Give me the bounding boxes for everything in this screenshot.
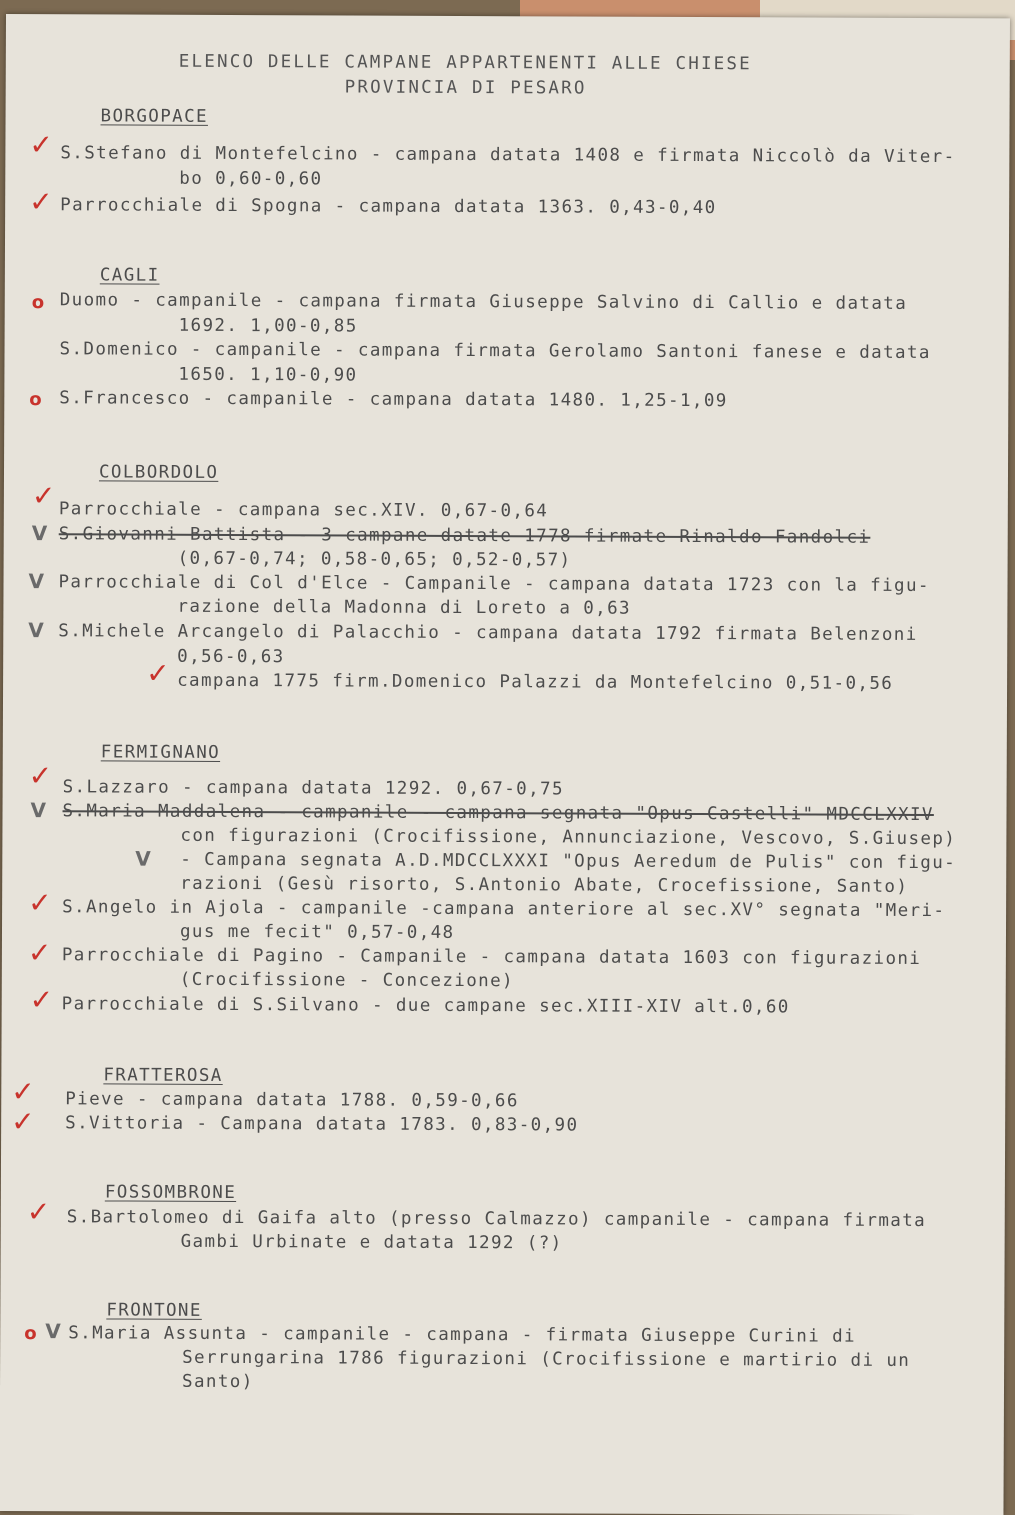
section-title: FOSSOMBRONE bbox=[104, 1182, 237, 1204]
check-mark: V bbox=[45, 1319, 61, 1344]
entry-line: S.Stefano di Montefelcino - campana datata 1408 e firmata Niccolò da Viter- bbox=[60, 143, 956, 168]
check-mark: V bbox=[28, 618, 44, 643]
entry-line: Gambi Urbinate e datata 1292 (?) bbox=[180, 1231, 563, 1254]
entry-line: 1650. 1,10-0,90 bbox=[178, 364, 358, 386]
red-check-mark: ✓ bbox=[146, 656, 170, 690]
entry-line: S.Maria Assunta - campanile - campana - firmata Giuseppe Curini di bbox=[68, 1323, 857, 1347]
red-circle-mark: o bbox=[29, 389, 42, 411]
entry-line: S.Francesco - campanile - campana datata 1480. 1,25-1,09 bbox=[59, 388, 728, 412]
entry-line: bo 0,60-0,60 bbox=[179, 168, 323, 190]
entry-line: Parrocchiale di Col d'Elce - Campanile - campana datata 1723 con la figu- bbox=[58, 572, 930, 597]
red-circle-mark: o bbox=[31, 292, 45, 314]
red-check-mark: ✓ bbox=[28, 886, 52, 920]
entry-line: razioni (Gesù risorto, S.Antonio Abate, Crocefissione, Santo) bbox=[180, 873, 909, 897]
check-mark: V bbox=[135, 846, 151, 871]
entry-line: Parrocchiale - campana sec.XIV. 0,67-0,64 bbox=[58, 499, 549, 522]
red-circle-mark: o bbox=[24, 1323, 37, 1345]
document-title: ELENCO DELLE CAMPANE APPARTENENTI ALLE CHIESE bbox=[178, 51, 752, 75]
entry-line: Duomo - campanile - campana firmata Giuseppe Salvino di Callio e datata bbox=[59, 290, 908, 314]
entry-line: Serrungarina 1786 figurazioni (Crocifissione e martirio di un bbox=[182, 1347, 911, 1371]
entry-line: gus me fecit" 0,57-0,48 bbox=[179, 921, 455, 943]
entry-line: S.Michele Arcangelo di Palacchio - campana datata 1792 firmata Belenzoni bbox=[58, 621, 918, 645]
section-title: COLBORDOLO bbox=[98, 462, 219, 483]
entry-line: S.Vittoria - Campana datata 1783. 0,83-0,90 bbox=[65, 1113, 579, 1136]
red-check-mark: ✓ bbox=[31, 479, 56, 513]
entry-line: Parrocchiale di Spogna - campana datata 1363. 0,43-0,40 bbox=[60, 195, 717, 219]
red-check-mark: ✓ bbox=[29, 185, 53, 219]
check-mark: V bbox=[31, 521, 48, 546]
entry-line: S.Giovanni Battista - 3 campane datate 1778 firmate Rinaldo Fandolci bbox=[58, 524, 871, 548]
check-mark: V bbox=[28, 569, 45, 594]
entry-line: razione della Madonna di Loreto a 0,63 bbox=[177, 596, 632, 619]
entry-line: Parrocchiale di Pagino - Campanile - campana datata 1603 con figurazioni bbox=[61, 945, 922, 970]
entry-line: 0,56-0,63 bbox=[177, 646, 285, 668]
entry-line: S.Angelo in Ajola - campanile -campana anteriore al sec.XV° segnata "Meri- bbox=[62, 897, 946, 922]
entry-line: con figurazioni (Crocifissione, Annunciazione, Vescovo, S.Giusep) bbox=[180, 825, 957, 850]
red-check-mark: ✓ bbox=[26, 1195, 51, 1229]
section-title: FRONTONE bbox=[106, 1300, 202, 1321]
red-check-mark: ✓ bbox=[11, 1075, 35, 1109]
entry-line: campana 1775 firm.Domenico Palazzi da Montefelcino 0,51-0,56 bbox=[177, 670, 894, 694]
entry-line: Parrocchiale di S.Silvano - due campane sec.XIII-XIV alt.0,60 bbox=[61, 994, 790, 1018]
entry-line: Santo) bbox=[181, 1371, 254, 1393]
entry-line: (0,67-0,74; 0,58-0,65; 0,52-0,57) bbox=[177, 548, 572, 571]
entry-line: S.Bartolomeo di Gaifa alto (presso Calmazzo) campanile - campana firmata bbox=[66, 1207, 927, 1232]
red-check-mark: ✓ bbox=[29, 128, 53, 162]
section-title: CAGLI bbox=[99, 265, 160, 286]
entry-line: S.Lazzaro - campana datata 1292. 0,67-0,75 bbox=[62, 777, 564, 800]
entry-line: S.Domenico - campanile - campana firmata Gerolamo Santoni fanese e datata bbox=[59, 339, 931, 364]
entry-line: (Crocifissione - Concezione) bbox=[179, 969, 515, 992]
red-check-mark: ✓ bbox=[27, 936, 52, 970]
section-title: FERMIGNANO bbox=[100, 742, 221, 763]
entry-line: S.Maria Maddalena - campanile - campana segnata "Opus Castelli" MDCCLXXIV bbox=[62, 801, 934, 826]
document-page bbox=[0, 14, 1010, 1515]
section-title: BORGOPACE bbox=[100, 106, 209, 127]
check-mark: V bbox=[30, 798, 47, 823]
entry-line: - Campana segnata A.D.MDCCLXXXI "Opus Aeredum de Pulis" con figu- bbox=[180, 849, 957, 874]
entry-line: 1692. 1,00-0,85 bbox=[178, 315, 358, 337]
red-check-mark: ✓ bbox=[28, 759, 53, 793]
red-check-mark: ✓ bbox=[11, 1105, 35, 1139]
entry-line: Pieve - campana datata 1788. 0,59-0,66 bbox=[65, 1089, 519, 1112]
red-check-mark: ✓ bbox=[29, 983, 54, 1017]
section-title: FRATTEROSA bbox=[103, 1065, 223, 1086]
document-subtitle: PROVINCIA DI PESARO bbox=[344, 77, 587, 99]
